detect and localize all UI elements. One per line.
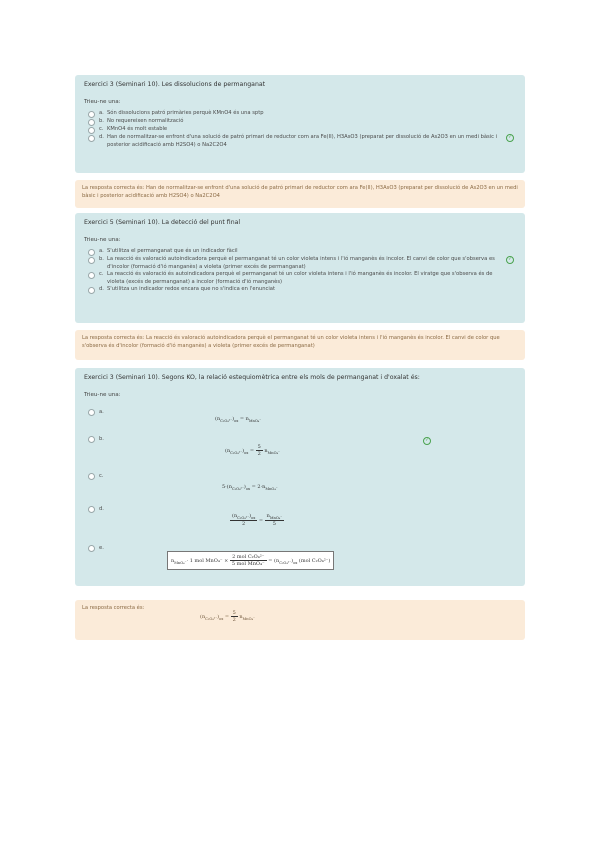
feedback-1 [75,180,525,208]
question-title: Exercici 3 (Seminari 10). Les dissolucions de permanganat [84,81,266,88]
radio-button[interactable] [88,272,95,279]
option-c[interactable]: c. [84,472,104,480]
option-e[interactable]: e. [84,544,104,552]
correct-check-icon: ✓ [506,134,514,142]
radio-button[interactable] [88,436,95,443]
question-1-card [75,75,525,173]
correct-check-icon: ✓ [423,437,431,445]
feedback-2 [75,330,525,360]
formula-d: $\frac{(n_{C_2O_4^{2-}})_{ox}}{2}$ = $\frac{n_{MnO_4^-}}{5}$ [232,513,283,527]
option-c[interactable]: c. La reacció és valoració és autoindicadora perquè el permanganat té un color violeta intens i l'ió manganès és incolor. El viratge que s'observa és de violeta (excés de permanganat) a incolor (formació d'ió manganès) [84,271,516,286]
radio-button[interactable] [88,111,95,118]
feedback-text: La resposta correcta és: [82,605,145,611]
question-instruction: Trieu-ne una: [84,392,121,398]
radio-button[interactable] [88,119,95,126]
question-instruction: Trieu-ne una: [84,99,121,105]
question-title: Exercici 3 (Seminari 10). Segons KO, la relació estequiomètrica entre els mols de permanganat i d'oxalat és: [84,374,420,381]
radio-button[interactable] [88,249,95,256]
option-b[interactable]: b. [84,435,104,443]
option-b[interactable]: b. No requereixen normalització [84,118,516,126]
options-list [84,110,516,149]
option-a[interactable]: a. [84,408,104,416]
radio-button[interactable] [88,127,95,134]
radio-button[interactable] [88,545,95,552]
question-instruction: Trieu-ne una: [84,237,121,243]
option-d[interactable]: d. [84,505,104,513]
radio-button[interactable] [88,506,95,513]
option-c[interactable]: c. KMnO4 és molt estable [84,126,516,134]
options-list [84,248,516,294]
radio-button[interactable] [88,473,95,480]
option-d[interactable]: d. S'utilitza un indicador redox encara que no s'indica en l'enunciat [84,286,516,294]
correct-check-icon: ✓ [506,256,514,264]
question-title: Exercici 5 (Seminari 10). La detecció del punt final [84,219,241,226]
feedback-formula: $(n_{C_2O_4^{2-}})_{ox}$ = $\frac{5}{2}$ $n_{MnO_4^-}$ [200,610,255,623]
feedback-text: La resposta correcta és: Han de normalitzar-se enfront d'una solució de patró primari de reductor com ara Fe(II), H3AsO3 (preparat per dissolució de As2O3 en un medi bàsic i posterior acidificació amb H2SO4) o Na2C2O4 [82,185,518,199]
question-2-card [75,213,525,323]
radio-button[interactable] [88,409,95,416]
radio-button[interactable] [88,287,95,294]
formula-b: $(n_{C_2O_4^{2-}})_{ox}$ = $\frac{5}{2}$ $n_{MnO_4^-}$ [225,444,280,457]
option-d[interactable]: d. Han de normalitzar-se enfront d'una solució de patró primari de reductor com ara Fe(II), H3AsO3 (preparat per dissolució de As2O3 en un medi bàsic i posterior acidificació amb H2SO4) o Na2C2O4 ✓ [84,134,516,149]
question-3-card [75,368,525,586]
option-b[interactable]: b. La reacció és valoració autoindicadora perquè el permanganat té un color violeta intens i l'ió manganès és incolor. El canvi de color que s'observa es d'incolor (formació d'ió manganès) a violeta (primer excés de permanganat) ✓ [84,256,516,271]
formula-e: $n_{MnO_4^-}\cdot 1$ mol MnO₄⁻ × $\frac{\text{2 mol C₂O₄²⁻}}{\text{5 mol MnO₄⁻}}$ = $(n_{C_2O_4^{2-}})_{ox}$ (mol C₂O₄²⁻) [167,551,334,570]
formula-c: $5\cdot(n_{C_2O_4^{2-}})_{ox} = 2\cdot n_{MnO_4^-}$ [222,484,278,491]
feedback-text: La resposta correcta és: La reacció és valoració autoindicadora perquè el permanganat té un color violeta intens i l'ió manganès és incolor. El canvi de color que s'observa és d'incolor (formació d'ió manganès) a violeta (primer excés de permanganat) [82,335,500,349]
option-a[interactable]: a. S'utilitza el permanganat que és un indicador fàcil [84,248,516,256]
feedback-3 [75,600,525,640]
formula-a: $(n_{C_2O_4^{2-}})_{ox} = n_{MnO_4^-}$ [215,416,262,423]
radio-button[interactable] [88,135,95,142]
option-a[interactable]: a. Són dissolucions patró primàries perquè KMnO4 és una sptp [84,110,516,118]
radio-button[interactable] [88,257,95,264]
